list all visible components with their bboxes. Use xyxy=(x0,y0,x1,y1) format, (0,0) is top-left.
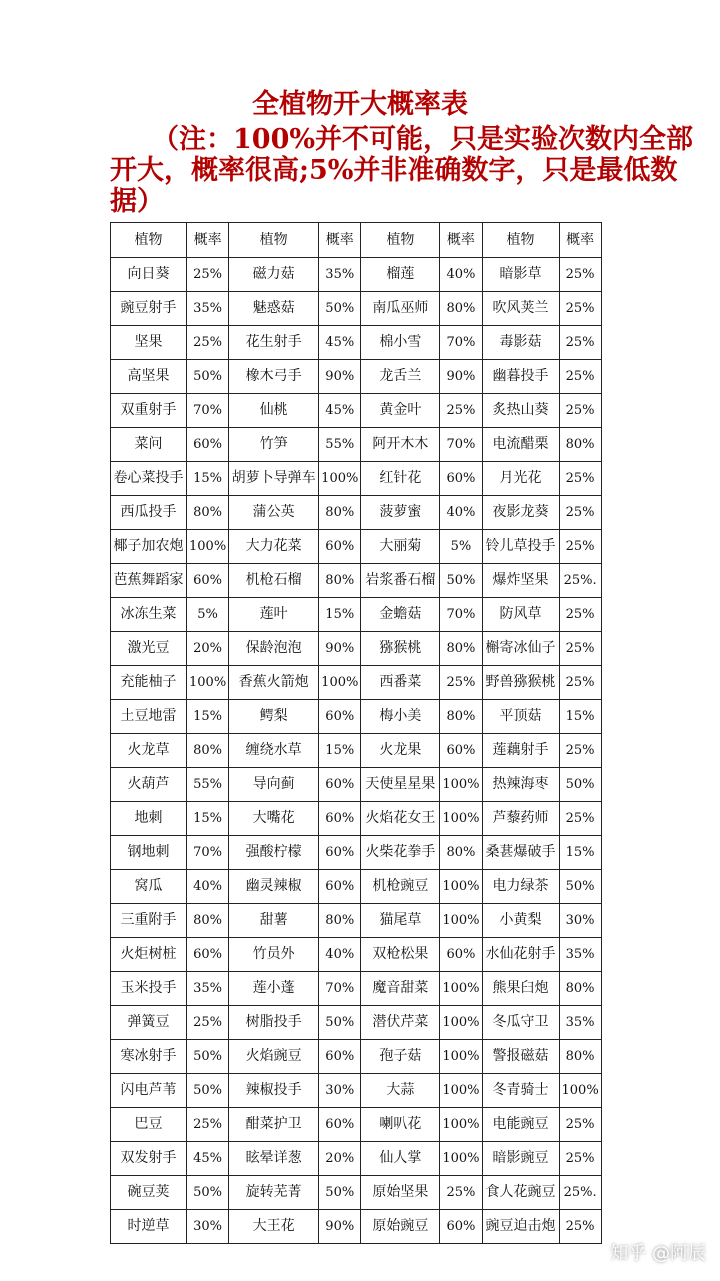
rate-cell: 40% xyxy=(440,496,482,530)
plant-name-cell: 树脂投手 xyxy=(229,1006,319,1040)
rate-cell: 60% xyxy=(440,938,482,972)
rate-cell: 5% xyxy=(187,598,229,632)
table-row xyxy=(111,938,602,972)
page-title: 全植物开大概率表 xyxy=(252,89,468,120)
plant-name-cell: 魅惑菇 xyxy=(229,292,319,326)
rate-cell: 80% xyxy=(187,734,229,768)
rate-cell: 50% xyxy=(559,768,601,802)
plant-name-cell: 钢地刺 xyxy=(111,836,187,870)
table-row xyxy=(111,836,602,870)
rate-cell: 100% xyxy=(319,666,361,700)
plant-name-cell: 仙桃 xyxy=(229,394,319,428)
rate-cell: 80% xyxy=(440,700,482,734)
rate-cell: 20% xyxy=(319,1142,361,1176)
rate-cell: 20% xyxy=(187,632,229,666)
rate-cell: 30% xyxy=(187,1210,229,1244)
rate-cell: 25% xyxy=(559,734,601,768)
rate-cell: 25%. xyxy=(559,564,601,598)
rate-cell: 60% xyxy=(319,530,361,564)
rate-cell: 40% xyxy=(440,258,482,292)
probability-table xyxy=(110,222,602,1244)
rate-cell: 100% xyxy=(187,666,229,700)
plant-name-cell: 芭蕉舞蹈家 xyxy=(111,564,187,598)
table-row xyxy=(111,972,602,1006)
rate-cell: 100% xyxy=(440,1006,482,1040)
plant-name-cell: 魔音甜菜 xyxy=(361,972,440,1006)
plant-name-cell: 原始坚果 xyxy=(361,1176,440,1210)
plant-name-cell: 导向蓟 xyxy=(229,768,319,802)
rate-cell: 25% xyxy=(559,666,601,700)
rate-cell: 90% xyxy=(319,632,361,666)
rate-cell: 50% xyxy=(440,564,482,598)
rate-cell: 50% xyxy=(319,292,361,326)
plant-name-cell: 火柴花拳手 xyxy=(361,836,440,870)
table-row xyxy=(111,1108,602,1142)
rate-cell: 100% xyxy=(187,530,229,564)
plant-name-cell: 红针花 xyxy=(361,462,440,496)
plant-name-cell: 机枪石榴 xyxy=(229,564,319,598)
plant-name-cell: 巴豆 xyxy=(111,1108,187,1142)
rate-cell: 50% xyxy=(187,1074,229,1108)
plant-name-cell: 大嘴花 xyxy=(229,802,319,836)
plant-name-cell: 火葫芦 xyxy=(111,768,187,802)
rate-cell: 80% xyxy=(319,564,361,598)
rate-cell: 60% xyxy=(319,836,361,870)
table-header-row xyxy=(111,223,602,258)
rate-cell: 60% xyxy=(319,700,361,734)
plant-name-cell: 大力花菜 xyxy=(229,530,319,564)
rate-cell: 70% xyxy=(440,598,482,632)
rate-cell: 60% xyxy=(319,1040,361,1074)
plant-name-cell: 双枪松果 xyxy=(361,938,440,972)
plant-name-cell: 猫尾草 xyxy=(361,904,440,938)
plant-name-cell: 弹簧豆 xyxy=(111,1006,187,1040)
rate-cell: 50% xyxy=(187,1176,229,1210)
plant-name-cell: 卷心菜投手 xyxy=(111,462,187,496)
column-header: 植物 xyxy=(229,223,319,258)
rate-cell: 25% xyxy=(187,1108,229,1142)
rate-cell: 60% xyxy=(187,428,229,462)
plant-name-cell: 竹笋 xyxy=(229,428,319,462)
rate-cell: 100% xyxy=(319,462,361,496)
rate-cell: 5% xyxy=(440,530,482,564)
plant-name-cell: 火焰花女王 xyxy=(361,802,440,836)
plant-name-cell: 三重附手 xyxy=(111,904,187,938)
rate-cell: 50% xyxy=(559,870,601,904)
plant-name-cell: 土豆地雷 xyxy=(111,700,187,734)
table-row xyxy=(111,428,602,462)
table-row xyxy=(111,394,602,428)
rate-cell: 55% xyxy=(319,428,361,462)
plant-name-cell: 辣椒投手 xyxy=(229,1074,319,1108)
rate-cell: 90% xyxy=(319,1210,361,1244)
plant-name-cell: 爆炸坚果 xyxy=(482,564,559,598)
plant-name-cell: 铃儿草投手 xyxy=(482,530,559,564)
rate-cell: 60% xyxy=(187,938,229,972)
table-row xyxy=(111,734,602,768)
rate-cell: 100% xyxy=(440,1108,482,1142)
table-row xyxy=(111,530,602,564)
table-row xyxy=(111,1142,602,1176)
plant-name-cell: 鳄梨 xyxy=(229,700,319,734)
plant-name-cell: 电力绿茶 xyxy=(482,870,559,904)
plant-name-cell: 向日葵 xyxy=(111,258,187,292)
rate-cell: 15% xyxy=(187,462,229,496)
column-header: 概率 xyxy=(440,223,482,258)
page-note: （注：100%并不可能，只是实验次数内全部开大，概率很高;5%并非准确数字，只是最低数据） xyxy=(110,124,694,217)
rate-cell: 25% xyxy=(559,326,601,360)
plant-name-cell: 火炬树桩 xyxy=(111,938,187,972)
plant-name-cell: 椰子加农炮 xyxy=(111,530,187,564)
rate-cell: 25% xyxy=(559,360,601,394)
rate-cell: 30% xyxy=(319,1074,361,1108)
plant-name-cell: 毒影菇 xyxy=(482,326,559,360)
rate-cell: 80% xyxy=(187,904,229,938)
plant-name-cell: 平顶菇 xyxy=(482,700,559,734)
plant-name-cell: 菠萝蜜 xyxy=(361,496,440,530)
rate-cell: 40% xyxy=(187,870,229,904)
plant-name-cell: 槲寄冰仙子 xyxy=(482,632,559,666)
plant-name-cell: 岩浆番石榴 xyxy=(361,564,440,598)
plant-name-cell: 电能豌豆 xyxy=(482,1108,559,1142)
rate-cell: 25% xyxy=(440,394,482,428)
rate-cell: 100% xyxy=(440,802,482,836)
plant-name-cell: 火龙草 xyxy=(111,734,187,768)
plant-name-cell: 金蟾菇 xyxy=(361,598,440,632)
rate-cell: 25% xyxy=(559,462,601,496)
plant-name-cell: 高坚果 xyxy=(111,360,187,394)
plant-name-cell: 旋转芜菁 xyxy=(229,1176,319,1210)
rate-cell: 60% xyxy=(319,802,361,836)
rate-cell: 50% xyxy=(187,360,229,394)
rate-cell: 15% xyxy=(559,836,601,870)
column-header: 概率 xyxy=(559,223,601,258)
plant-name-cell: 猕猴桃 xyxy=(361,632,440,666)
table-row xyxy=(111,496,602,530)
plant-name-cell: 暗影豌豆 xyxy=(482,1142,559,1176)
plant-name-cell: 大王花 xyxy=(229,1210,319,1244)
rate-cell: 80% xyxy=(187,496,229,530)
plant-name-cell: 冰冻生菜 xyxy=(111,598,187,632)
table-row xyxy=(111,1176,602,1210)
table-row xyxy=(111,1074,602,1108)
plant-name-cell: 潜伏芹菜 xyxy=(361,1006,440,1040)
plant-name-cell: 保龄泡泡 xyxy=(229,632,319,666)
rate-cell: 35% xyxy=(187,292,229,326)
plant-name-cell: 电流醋栗 xyxy=(482,428,559,462)
plant-name-cell: 强酸柠檬 xyxy=(229,836,319,870)
plant-name-cell: 仙人掌 xyxy=(361,1142,440,1176)
rate-cell: 100% xyxy=(440,972,482,1006)
plant-name-cell: 幽暮投手 xyxy=(482,360,559,394)
table-row xyxy=(111,700,602,734)
rate-cell: 80% xyxy=(440,632,482,666)
rate-cell: 25% xyxy=(440,1176,482,1210)
table-row xyxy=(111,870,602,904)
plant-name-cell: 西番菜 xyxy=(361,666,440,700)
plant-name-cell: 天使星星果 xyxy=(361,768,440,802)
plant-name-cell: 甜薯 xyxy=(229,904,319,938)
plant-name-cell: 西瓜投手 xyxy=(111,496,187,530)
rate-cell: 25% xyxy=(187,258,229,292)
rate-cell: 70% xyxy=(319,972,361,1006)
plant-name-cell: 幽灵辣椒 xyxy=(229,870,319,904)
plant-name-cell: 窝瓜 xyxy=(111,870,187,904)
plant-name-cell: 芦藜药师 xyxy=(482,802,559,836)
column-header: 植物 xyxy=(482,223,559,258)
rate-cell: 100% xyxy=(440,1142,482,1176)
plant-name-cell: 原始豌豆 xyxy=(361,1210,440,1244)
rate-cell: 25% xyxy=(559,258,601,292)
plant-name-cell: 缠绕水草 xyxy=(229,734,319,768)
rate-cell: 70% xyxy=(440,326,482,360)
plant-name-cell: 小黄梨 xyxy=(482,904,559,938)
rate-cell: 80% xyxy=(559,428,601,462)
rate-cell: 45% xyxy=(187,1142,229,1176)
rate-cell: 25%. xyxy=(559,1176,601,1210)
rate-cell: 100% xyxy=(440,768,482,802)
plant-name-cell: 梅小美 xyxy=(361,700,440,734)
table-row xyxy=(111,1040,602,1074)
rate-cell: 80% xyxy=(319,496,361,530)
plant-name-cell: 食人花豌豆 xyxy=(482,1176,559,1210)
plant-name-cell: 胡萝卜导弹车 xyxy=(229,462,319,496)
table-row xyxy=(111,768,602,802)
rate-cell: 80% xyxy=(440,836,482,870)
rate-cell: 35% xyxy=(319,258,361,292)
rate-cell: 35% xyxy=(187,972,229,1006)
rate-cell: 25% xyxy=(187,326,229,360)
rate-cell: 60% xyxy=(440,462,482,496)
rate-cell: 50% xyxy=(319,1176,361,1210)
table-row xyxy=(111,666,602,700)
rate-cell: 35% xyxy=(559,1006,601,1040)
plant-name-cell: 双发射手 xyxy=(111,1142,187,1176)
plant-name-cell: 寒冰射手 xyxy=(111,1040,187,1074)
plant-name-cell: 竹员外 xyxy=(229,938,319,972)
table-row xyxy=(111,632,602,666)
rate-cell: 25% xyxy=(187,1006,229,1040)
rate-cell: 80% xyxy=(559,1040,601,1074)
plant-name-cell: 蒲公英 xyxy=(229,496,319,530)
column-header: 植物 xyxy=(361,223,440,258)
rate-cell: 60% xyxy=(440,1210,482,1244)
rate-cell: 15% xyxy=(187,700,229,734)
rate-cell: 25% xyxy=(559,1108,601,1142)
plant-name-cell: 大丽菊 xyxy=(361,530,440,564)
rate-cell: 80% xyxy=(319,904,361,938)
table-row xyxy=(111,292,602,326)
plant-name-cell: 火焰豌豆 xyxy=(229,1040,319,1074)
plant-name-cell: 火龙果 xyxy=(361,734,440,768)
plant-name-cell: 警报磁菇 xyxy=(482,1040,559,1074)
table-row xyxy=(111,598,602,632)
column-header: 概率 xyxy=(319,223,361,258)
rate-cell: 100% xyxy=(440,1074,482,1108)
rate-cell: 35% xyxy=(559,938,601,972)
plant-name-cell: 夜影龙葵 xyxy=(482,496,559,530)
rate-cell: 100% xyxy=(440,904,482,938)
plant-name-cell: 防风草 xyxy=(482,598,559,632)
rate-cell: 50% xyxy=(187,1040,229,1074)
plant-name-cell: 冬青骑士 xyxy=(482,1074,559,1108)
plant-name-cell: 玉米投手 xyxy=(111,972,187,1006)
plant-name-cell: 暗影草 xyxy=(482,258,559,292)
table-row xyxy=(111,462,602,496)
plant-name-cell: 磁力菇 xyxy=(229,258,319,292)
plant-name-cell: 水仙花射手 xyxy=(482,938,559,972)
rate-cell: 15% xyxy=(319,734,361,768)
rate-cell: 100% xyxy=(440,870,482,904)
plant-name-cell: 机枪豌豆 xyxy=(361,870,440,904)
rate-cell: 25% xyxy=(559,292,601,326)
rate-cell: 60% xyxy=(319,1108,361,1142)
rate-cell: 90% xyxy=(319,360,361,394)
plant-name-cell: 月光花 xyxy=(482,462,559,496)
plant-name-cell: 南瓜巫师 xyxy=(361,292,440,326)
rate-cell: 90% xyxy=(440,360,482,394)
rate-cell: 70% xyxy=(187,836,229,870)
column-header: 概率 xyxy=(187,223,229,258)
rate-cell: 100% xyxy=(559,1074,601,1108)
plant-name-cell: 双重射手 xyxy=(111,394,187,428)
plant-name-cell: 豌豆射手 xyxy=(111,292,187,326)
plant-name-cell: 吹风荚兰 xyxy=(482,292,559,326)
table-row xyxy=(111,360,602,394)
plant-name-cell: 闪电芦苇 xyxy=(111,1074,187,1108)
plant-name-cell: 菜问 xyxy=(111,428,187,462)
rate-cell: 60% xyxy=(187,564,229,598)
plant-name-cell: 花生射手 xyxy=(229,326,319,360)
rate-cell: 70% xyxy=(440,428,482,462)
rate-cell: 25% xyxy=(559,1210,601,1244)
table-row xyxy=(111,564,602,598)
plant-name-cell: 香蕉火箭炮 xyxy=(229,666,319,700)
plant-name-cell: 棉小雪 xyxy=(361,326,440,360)
plant-name-cell: 莲藕射手 xyxy=(482,734,559,768)
plant-name-cell: 时逆草 xyxy=(111,1210,187,1244)
rate-cell: 80% xyxy=(440,292,482,326)
rate-cell: 50% xyxy=(319,1006,361,1040)
plant-name-cell: 冬瓜守卫 xyxy=(482,1006,559,1040)
rate-cell: 45% xyxy=(319,394,361,428)
plant-name-cell: 孢子菇 xyxy=(361,1040,440,1074)
plant-name-cell: 地刺 xyxy=(111,802,187,836)
plant-name-cell: 豌豆迫击炮 xyxy=(482,1210,559,1244)
plant-name-cell: 榴莲 xyxy=(361,258,440,292)
rate-cell: 60% xyxy=(319,768,361,802)
plant-name-cell: 莲小蓬 xyxy=(229,972,319,1006)
plant-name-cell: 碗豆荚 xyxy=(111,1176,187,1210)
rate-cell: 25% xyxy=(440,666,482,700)
plant-name-cell: 充能柚子 xyxy=(111,666,187,700)
table-row xyxy=(111,326,602,360)
rate-cell: 40% xyxy=(319,938,361,972)
plant-name-cell: 莲叶 xyxy=(229,598,319,632)
rate-cell: 60% xyxy=(440,734,482,768)
rate-cell: 30% xyxy=(559,904,601,938)
plant-name-cell: 阿开木木 xyxy=(361,428,440,462)
rate-cell: 70% xyxy=(187,394,229,428)
rate-cell: 60% xyxy=(319,870,361,904)
rate-cell: 25% xyxy=(559,530,601,564)
plant-name-cell: 大蒜 xyxy=(361,1074,440,1108)
watermark: 知乎 @阿辰 xyxy=(610,1243,706,1264)
rate-cell: 15% xyxy=(187,802,229,836)
plant-name-cell: 龙舌兰 xyxy=(361,360,440,394)
plant-name-cell: 桑葚爆破手 xyxy=(482,836,559,870)
table-row xyxy=(111,802,602,836)
table-body xyxy=(111,258,602,1244)
plant-name-cell: 野兽猕猴桃 xyxy=(482,666,559,700)
plant-name-cell: 激光豆 xyxy=(111,632,187,666)
rate-cell: 25% xyxy=(559,496,601,530)
plant-name-cell: 熊果臼炮 xyxy=(482,972,559,1006)
plant-name-cell: 酣菜护卫 xyxy=(229,1108,319,1142)
table-row xyxy=(111,1006,602,1040)
plant-name-cell: 眩晕详葱 xyxy=(229,1142,319,1176)
column-header: 植物 xyxy=(111,223,187,258)
plant-name-cell: 炙热山葵 xyxy=(482,394,559,428)
rate-cell: 55% xyxy=(187,768,229,802)
rate-cell: 25% xyxy=(559,632,601,666)
rate-cell: 100% xyxy=(440,1040,482,1074)
plant-name-cell: 坚果 xyxy=(111,326,187,360)
rate-cell: 25% xyxy=(559,394,601,428)
plant-name-cell: 喇叭花 xyxy=(361,1108,440,1142)
plant-name-cell: 热辣海枣 xyxy=(482,768,559,802)
rate-cell: 45% xyxy=(319,326,361,360)
table-row xyxy=(111,258,602,292)
rate-cell: 80% xyxy=(559,972,601,1006)
plant-name-cell: 橡木弓手 xyxy=(229,360,319,394)
rate-cell: 25% xyxy=(559,1142,601,1176)
plant-name-cell: 黄金叶 xyxy=(361,394,440,428)
table-row xyxy=(111,1210,602,1244)
rate-cell: 15% xyxy=(319,598,361,632)
rate-cell: 15% xyxy=(559,700,601,734)
rate-cell: 25% xyxy=(559,802,601,836)
rate-cell: 25% xyxy=(559,598,601,632)
table-row xyxy=(111,904,602,938)
